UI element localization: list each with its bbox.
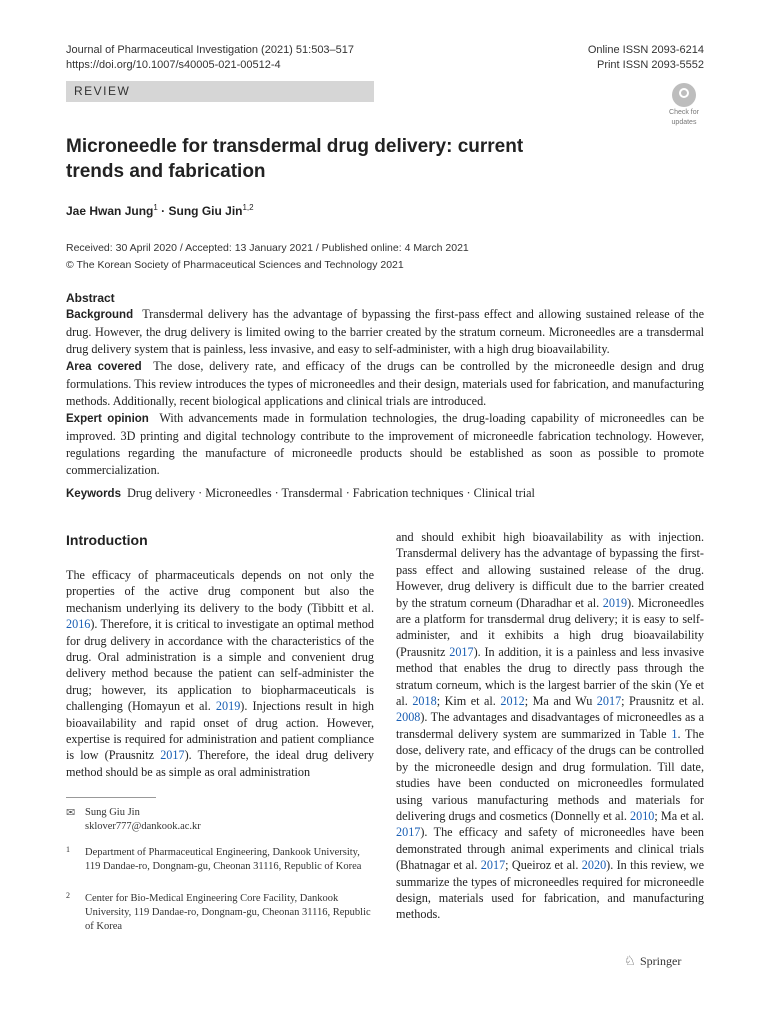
intro-text: . The dose, delivery rate, and efficacy of the drugs can be controlled by the microneedle design and drug formulation. Till date, studies have been conducted on microneedles formulated using various manufacturing methods and materials for delivering drugs and cosmetics (Donnelly et al. <box>396 726 705 823</box>
authors <box>66 203 254 218</box>
article-title: Microneedle for transdermal drug delivery: current trends and fabrication <box>66 136 524 182</box>
footnote-divider <box>66 797 156 798</box>
citation-link[interactable]: 2012 <box>500 694 525 709</box>
citation-link[interactable]: 2017 <box>449 644 474 659</box>
dates-line: Received: 30 April 2020 / Accepted: 13 January 2021 / Published online: 4 March 2021 <box>66 242 469 254</box>
citation-link[interactable]: 2019 <box>602 595 628 610</box>
badge-line2: updates <box>671 119 697 126</box>
journal-citation: Journal of Pharmaceutical Investigation (2021) 51:503–517 <box>66 44 355 56</box>
online-issn: Online ISSN 2093-6214 <box>587 44 704 56</box>
author-1-affil: 1 <box>153 203 158 212</box>
citation-link[interactable]: 2017 <box>396 825 421 840</box>
abstract-background <box>66 306 704 358</box>
author-2-affil: 1,2 <box>242 203 254 212</box>
expert-label: Expert opinion <box>66 413 149 425</box>
abstract-expert <box>66 410 704 479</box>
keywords-text: Drug delivery · Microneedles · Transdermal · Fabrication techniques · Clinical trial <box>127 486 535 500</box>
intro-right-column <box>396 529 704 923</box>
springer-horse-icon: ♘ <box>624 953 636 968</box>
citation-link[interactable]: 2018 <box>412 694 437 709</box>
citation-link[interactable]: 2017 <box>480 858 506 873</box>
background-text: Transdermal delivery has the advantage of bypassing the first-pass effect and allowing sustained release of the drug. However, the drug delivery is limited owing to the barrier created by the stratum corneum. Microneedles are a transdermal drug delivery system that is painless, less invasive, and easy to self-administer, with a high drug bioavailability. <box>66 307 705 356</box>
citation-link[interactable]: 2010 <box>630 808 655 823</box>
publisher-logo: Springer <box>640 954 682 968</box>
publication-dates <box>66 240 469 274</box>
intro-text: ). In this review, we summarize the types of microneedles required for microneedle design, materials used for fabrication, and manufacturing methods. <box>396 858 705 922</box>
introduction-heading: Introduction <box>66 532 148 548</box>
area-text: The dose, delivery rate, and efficacy of the drugs can be controlled by the microneedle design and drug formulations. This review introduces the types of microneedles and their design, materials used for fabrication, and manufacturing methods. Additionally, recent biological applications and clinical trials are introduced. <box>66 359 704 408</box>
author-2[interactable]: Sung Giu Jin <box>168 204 243 218</box>
email-icon: ✉ <box>66 807 76 819</box>
doi-link[interactable]: https://doi.org/10.1007/s40005-021-00512-4 <box>66 59 281 71</box>
keywords-label: Keywords <box>66 488 121 500</box>
area-label: Area covered <box>66 361 142 373</box>
intro-text: The efficacy of pharmaceuticals depends on not only the properties of the active drug component but also the mechanism underlying its delivery to the body (Tibbitt et al. <box>66 568 374 615</box>
contact-name: Sung Giu Jin <box>85 807 140 818</box>
expert-text: With advancements made in formulation technologies, the drug-loading capability of microneedles can be improved. 3D printing and digital technology contribute to the improvement of microneedle fabrication technology. However, regulations regarding the manufacture of microneedle products should be established as soon as possible to promote commercialization. <box>66 411 705 477</box>
copyright-line: © The Korean Society of Pharmaceutical Sciences and Technology 2021 <box>66 259 404 271</box>
citation-link[interactable]: 2019 <box>215 699 241 714</box>
intro-text: ; Kim et al. <box>436 694 501 709</box>
contact-email[interactable]: sklover777@dankook.ac.kr <box>85 821 201 832</box>
intro-text: ; Ma et al. <box>654 808 704 823</box>
intro-text: ). Therefore, it is critical to investigate an optimal method for drug delivery in accordance with the characteristics of the drug. Oral administration is a simple and convenient drug delivery method because the patient can self-administer the drug; however, its application to biopharmaceuticals is challenging (Homayun et al. <box>66 617 374 714</box>
check-updates-icon <box>672 83 696 107</box>
abstract-heading: Abstract <box>66 291 115 305</box>
intro-left-column <box>66 567 374 780</box>
citation-link[interactable]: 2008 <box>396 710 421 725</box>
intro-text: ). The efficacy and safety of microneedles have been demonstrated through animal experiments and clinical trials (Bhatnagar et al. <box>396 825 704 873</box>
table-link[interactable]: 1 <box>671 726 678 741</box>
author-1[interactable]: Jae Hwan Jung <box>66 204 154 218</box>
intro-text: ). Injections result in high bioavailability and rapid onset of drug action. However, expertise is required for administration and patient compliance is low (Prausnitz <box>66 699 374 763</box>
keywords <box>66 486 704 501</box>
abstract-area <box>66 358 704 410</box>
intro-text: ). Microneedles are a platform for transdermal drug delivery; it is easy to self-administer, and it exhibits a high drug bioavailability (Prausnitz <box>396 595 705 659</box>
intro-text: ). Therefore, the ideal drug delivery method should be as simple as oral administration <box>66 748 375 779</box>
citation-link[interactable]: 2016 <box>66 617 91 632</box>
section-label-bar <box>66 81 374 102</box>
corresponding-author <box>85 806 201 834</box>
footnote-2-number: 2 <box>66 891 70 900</box>
badge-line1: Check for <box>669 109 699 116</box>
background-label: Background <box>66 309 134 321</box>
check-for-updates-badge[interactable] <box>664 83 704 125</box>
intro-text: ; Queiroz et al. <box>505 858 582 873</box>
intro-text: ). In addition, it is a painless and less invasive method that enables the drug to directly pass through the stratum corneum, which is the largest barrier of the skin (Ye et al. <box>396 644 704 709</box>
intro-text: ). The advantages and disadvantages of microneedles as a transdermal delivery system are summarized in Table <box>396 710 704 741</box>
intro-text: ; Ma and Wu <box>524 694 597 709</box>
intro-text: and should exhibit high bioavailability as with injection. Transdermal delivery has the advantage of bypassing the first-pass effect and allowing sustained release of the drug. However, drug delivery is difficult due to the barrier created by the stratum corneum (Dharadhar et al. <box>396 530 704 610</box>
print-issn: Print ISSN 2093-5552 <box>596 59 704 71</box>
section-label: REVIEW <box>74 84 131 98</box>
author-separator: · <box>157 204 169 218</box>
citation-link[interactable]: 2017 <box>596 694 622 709</box>
intro-text: ; Prausnitz et al. <box>621 694 704 709</box>
footnote-2: Center for Bio-Medical Engineering Core Facility, Dankook University, 119 Dandae-ro, Dongnam-gu, Cheonan 31116, Republic of Korea <box>85 893 371 932</box>
abstract-body <box>66 306 704 479</box>
footnote-1-number: 1 <box>66 845 70 854</box>
footnote-1: Department of Pharmaceutical Engineering, Dankook University, 119 Dandae-ro, Dongnam-gu, Cheonan 31116, Republic of Korea <box>85 847 362 872</box>
citation-link[interactable]: 2017 <box>160 748 185 763</box>
citation-link[interactable]: 2020 <box>581 858 607 873</box>
